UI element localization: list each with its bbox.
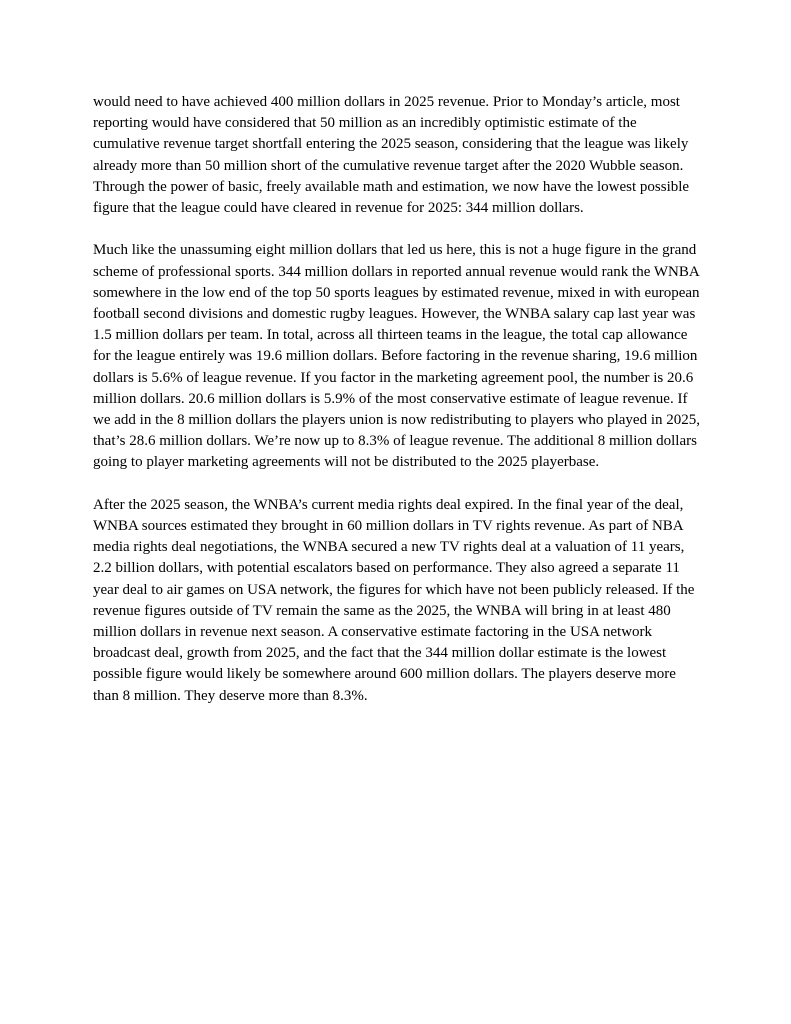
paragraph-revenue-target: would need to have achieved 400 million dollars in 2025 revenue. Prior to Monday’s article, most reporting would have considered that 50 million as an incredibly optimistic estimate of the cumulative revenue target shortfall entering the 2025 season, considering that the league was likely already more than 50 million short of the cumulative revenue target after the 2020 Wubble season. Through the power of basic, freely available math and estimation, we now have the lowest possible figure that the league could have cleared in revenue for 2025: 344 million dollars. xyxy=(93,94,690,217)
document-body xyxy=(93,92,703,728)
paragraph-salary-cap: Much like the unassuming eight million dollars that led us here, this is not a huge figure in the grand scheme of professional sports. 344 million dollars in reported annual revenue would rank the WNBA somewhere in the low end of the top 50 sports leagues by estimated revenue, mixed in with european football second divisions and domestic rugby leagues. However, the WNBA salary cap last year was 1.5 million dollars per team. In total, across all thirteen teams in the league, the total cap allowance for the league entirely was 19.6 million dollars. Before factoring in the revenue sharing, 19.6 million dollars is 5.6% of league revenue. If you factor in the marketing agreement pool, the number is 20.6 million dollars. 20.6 million dollars is 5.9% of the most conservative estimate of league revenue. If we add in the 8 million dollars the players union is now redistributing to players who played in 2025, that’s 28.6 million dollars. We’re now up to 8.3% of league revenue. The additional 8 million dollars going to player marketing agreements will not be distributed to the 2025 playerbase. xyxy=(93,242,700,471)
paragraph-media-rights: After the 2025 season, the WNBA’s current media rights deal expired. In the final year of the deal, WNBA sources estimated they brought in 60 million dollars in TV rights revenue. As part of NBA media rights deal negotiations, the WNBA secured a new TV rights deal at a valuation of 11 years, 2.2 billion dollars, with potential escalators based on performance. They also agreed a separate 11 year deal to air games on USA network, the figures for which have not been publicly released. If the revenue figures outside of TV remain the same as the 2025, the WNBA will bring in at least 480 million dollars in revenue next season. A conservative estimate factoring in the USA network broadcast deal, growth from 2025, and the fact that the 344 million dollar estimate is the lowest possible figure would likely be somewhere around 600 million dollars. The players deserve more than 8 million. They deserve more than 8.3%. xyxy=(93,496,695,704)
